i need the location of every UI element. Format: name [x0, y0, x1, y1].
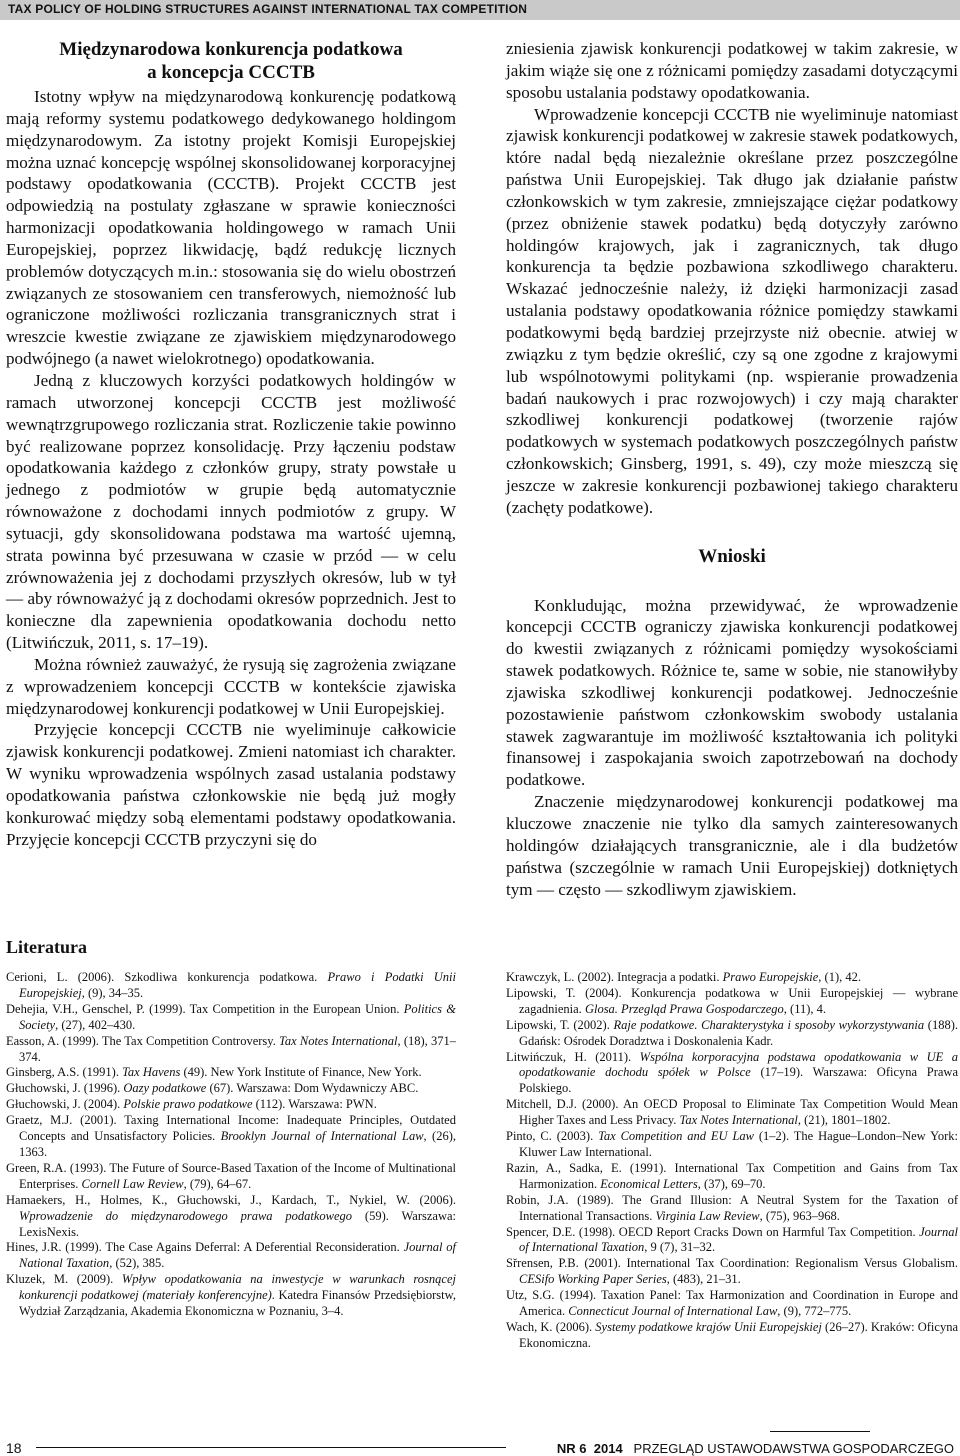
section-heading-line2: a koncepcja CCCTB — [147, 62, 315, 83]
references-left — [6, 970, 456, 1320]
reference-entry: Utz, S.G. (1994). Taxation Panel: Tax Harmonization and Coordination in Europe and America. Connecticut Journal of International Law, (9), 772–775. — [506, 1288, 958, 1319]
reference-entry: Razin, A., Sadka, E. (1991). International Tax Competition and Gains from Tax Harmonization. Economical Letters, (37), 69–70. — [506, 1160, 958, 1191]
running-header-bar — [0, 0, 960, 20]
paragraph: zniesienia zjawisk konkurencji podatkowej w takim zakresie, w jakim wiąże się one z różnicami pomiędzy zasadami dotyczącymi sposobu ustalania podstawy opodatkowania. — [506, 39, 958, 102]
left-column — [6, 38, 456, 851]
paragraph: Istotny wpływ na międzynarodową konkurencję podatkową mają reformy systemu podatkowego dedykowanego holdingom międzynarodowym. Za istotny projekt Komisji Europejskiej można uznać koncepcję wspólnej skonsolidowanej korporacyjnej podstawy opodatkowania (CCCTB). Projekt CCCTB jest odpowiedzią na postulaty zgłaszane w sprawie konieczności harmonizacji opodatkowania holdingowego w ramach Unii Europejskiej, poprzez likwidację, bądź redukcję licznych problemów dotyczących m.in.: stosowania się do wielu obostrzeń związanych ze stosowaniem cen transferowych, niemożność lub ograniczone możliwości rozliczania transgranicznych strat i wreszcie kwestie związane ze zjawiskiem międzynarodowego podwójnego (a nawet wielokrotnego) opodatkowania. — [6, 87, 456, 369]
reference-entry: Hines, J.R. (1999). The Case Agains Deferral: A Deferential Reconsideration. Journal of National Taxation, (52), 385. — [6, 1240, 456, 1271]
paragraph: Można również zauważyć, że rysują się zagrożenia związane z wprowadzeniem koncepcji CCCTB w kontekście zjawiska międzynarodowej konkurencji podatkowej w Unii Europejskiej. — [6, 654, 456, 718]
footer-rule — [36, 1447, 506, 1448]
reference-entry: Easson, A. (1999). The Tax Competition Controversy. Tax Notes International, (18), 371–374. — [6, 1033, 457, 1064]
reference-entry: Wach, K. (2006). Systemy podatkowe krajów Unii Europejskiej (26–27). Kraków: Oficyna Ekonomiczna. — [506, 1319, 959, 1350]
reference-entry: Cerioni, L. (2006). Szkodliwa konkurencja podatkowa. Prawo i Podatki Unii Europejskiej, (9), 34–35. — [6, 970, 456, 1000]
reference-entry: Hamaekers, H., Holmes, K., Głuchowski, J., Kardach, T., Nykiel, W. (2006). Wprowadzenie do międzynarodowego prawa podatkowego (59). Warszawa: LexisNexis. — [6, 1192, 456, 1239]
section-heading-line1: Międzynarodowa konkurencja podatkowa — [59, 39, 403, 60]
reference-entry: Lipowski, T. (2004). Konkurencja podatkowa w Unii Europejskiej — wybrane zagadnienia. Glosa. Przegląd Prawa Gospodarczego, (11), 4. — [506, 985, 958, 1016]
reference-entry: Graetz, M.J. (2001). Taxing International Income: Inadequate Principles, Outdated Concepts and Unsatisfactory Policies. Brooklyn Journal of International Law, (26), 1363. — [6, 1113, 456, 1159]
reference-entry: Dehejia, V.H., Genschel, P. (1999). Tax Competition in the European Union. Politics & Society, (27), 402–430. — [6, 1001, 456, 1032]
footer-journal-name: PRZEGLĄD USTAWODAWSTWA GOSPODARCZEGO — [633, 1441, 954, 1456]
paragraph: Wprowadzenie koncepcji CCCTB nie wyeliminuje natomiast zjawisk konkurencji podatkowej w zakresie stawek podatkowych, które nadal będą niezależnie określane przez poszczególne państwa Unii Europejskiej. Tak długo jak działanie państw członkowskich w tym zakresie, zmniejszające ciężar podatkowy (przez obniżenie stawek podatku) będą dotyczyły zarówno holdingów krajowych, jak i zagranicznych, tak długo konkurencja ta będzie pozbawiona szkodliwego charakteru. Wskazać jednocześnie należy, iż dzięki harmonizacji zasad ustalania podstawy opodatkowania różnice pomiędzy stawkami podatkowymi będą bardziej przejrzyste niż obecnie. atwiej w związku z tym będzie określić, czy są one zgodne z krajowymi lub wspólnotowymi politykami (np. wspieranie prowadzenia badań naukowych i prac rozwojowych) i czy mają charakter szkodliwej konkurencji podatkowej (tworzenie rajów podatkowych w systemach podatkowych poszczególnych państw członkowskich; Ginsberg, 1991, s. 49), czy może mieszczą się jeszcze w zakresie konkurencji pozbawionej takiego charakteru (zachęty podatkowe). — [506, 104, 958, 517]
section-heading — [6, 38, 456, 84]
end-rule — [770, 1431, 870, 1432]
footer-journal — [557, 1441, 954, 1456]
reference-entry: Pinto, C. (2003). Tax Competition and EU Law (1–2). The Hague–London–New York: Kluwer Law International. — [506, 1129, 959, 1159]
reference-entry: Green, R.A. (1993). The Future of Source-Based Taxation of the Income of Multinational Enterprises. Cornell Law Review, (79), 64–67. — [6, 1160, 456, 1191]
reference-entry: Robin, J.A. (1989). The Grand Illusion: A Neutral System for the Taxation of International Transactions. Virginia Law Review, (75), 963–968. — [506, 1192, 958, 1223]
reference-entry: Spencer, D.E. (1998). OECD Report Cracks Down on Harmful Tax Competition. Journal of International Taxation, 9 (7), 31–32. — [506, 1224, 958, 1255]
running-header-title: TAX POLICY OF HOLDING STRUCTURES AGAINST INTERNATIONAL TAX COMPETITION — [8, 2, 528, 16]
reference-entry: Lipowski, T. (2002). Raje podatkowe. Charakterystyka i sposoby wykorzystywania (188). Gdańsk: Ośrodek Doradztwa i Doskonalenia Kadr. — [506, 1017, 958, 1048]
footer-issue: NR 6 — [556, 1441, 587, 1456]
paragraph: Przyjęcie koncepcji CCCTB nie wyeliminuje całkowicie zjawisk konkurencji podatkowej. Zmieni natomiast ich charakter. W wyniku wprowadzenia wspólnych zasad ustalania podstawy opodatkowania państwa członkowskie nie będą już mogły konkurować między sobą elementami podstawy opodatkowania. Przyjęcie koncepcji CCCTB przyczyni się do — [6, 720, 456, 849]
reference-entry: Kluzek, M. (2009). Wpływ opodatkowania na inwestycje w warunkach rosnącej konkurencji podatkowej (materiały konferencyjne). Katedra Finansów Przedsiębiorstw, Wydział Zarządzania, Akademia Ekonomiczna w Poznaniu, 3–4. — [6, 1272, 456, 1319]
conclusions-heading: Wnioski — [698, 545, 766, 567]
reference-entry: Głuchowski, J. (2004). Polskie prawo podatkowe (112). Warszawa: PWN. — [6, 1097, 377, 1112]
paragraph: Konkludując, można przewidywać, że wprowadzenie koncepcji CCCTB ograniczy zjawiska konkurencji podatkowej do kwestii związanych z różnicami pomiędzy wysokościami stawek podatkowych. Różnice te, same w sobie, nie stanowiłyby zjawiska szkodliwej konkurencji podatkowej. Jednocześnie pozostawienie państwom członkowskim swobody ustalania stawek zagwarantuje im możliwość kształtowania ich polityki finansowej i zaspokajania swoich zapotrzebowań na dochody podatkowe. — [506, 595, 958, 790]
footer-year: 2014 — [593, 1441, 623, 1456]
reference-entry: Litwińczuk, H. (2011). Wspólna korporacyjna podstawa opodatkowania w UE a opodatkowanie dochodu spółek w Polsce (17–19). Warszawa: Oficyna Prawa Polskiego. — [506, 1049, 958, 1096]
reference-entry: Mitchell, D.J. (2000). An OECD Proposal to Eliminate Tax Competition Would Mean Higher Taxes and Less Privacy. Tax Notes International, (21), 1801–1802. — [506, 1097, 958, 1128]
right-column — [506, 38, 958, 900]
reference-entry: Głuchowski, J. (1996). Oazy podatkowe (67). Warszawa: Dom Wydawniczy ABC. — [6, 1081, 419, 1096]
reference-entry: Ginsberg, A.S. (1991). Tax Havens (49). New York Institute of Finance, New York. — [6, 1065, 422, 1080]
reference-entry: Sřrensen, P.B. (2001). International Tax Coordination: Regionalism Versus Globalism. CESifo Working Paper Series, (483), 21–31. — [506, 1256, 958, 1287]
references-right — [506, 970, 958, 1352]
page-number: 18 — [6, 1440, 22, 1456]
paragraph: Znaczenie międzynarodowej konkurencji podatkowej ma kluczowe znaczenie nie tylko dla samych zainteresowanych holdingów działających transgranicznie, ale i dla budżetów państwa (szczególnie w ramach Unii Europejskiej) dotkniętych tym — często — szkodliwym zjawiskiem. — [506, 792, 958, 899]
references-heading: Literatura — [6, 937, 87, 957]
paragraph: Jedną z kluczowych korzyści podatkowych holdingów w ramach utworzonej koncepcji CCCTB jest możliwość wewnątrzgrupowego rozliczania strat. Rozliczenie takie powinno być realizowane poprzez konsolidację. Przy łączeniu podstaw opodatkowania każdego z członków grupy, straty powstałe u jednego z podmiotów w grupie będą automatycznie równoważone z dochodami innych podmiotów z grupy. W sytuacji, gdy skonsolidowana podstawa ma wartość ujemną, strata powinna być przesuwana w czasie w przód — w celu zrównoważenia jej z dochodami przyszłych okresów, lub w tył — aby równoważyć ją z dochodami okresów poprzednich. Jest to konieczne dla zapewnienia opodatkowania dochodu netto (Litwińczuk, 2011, s. 17–19). — [6, 370, 456, 653]
reference-entry: Krawczyk, L. (2002). Integracja a podatki. Prawo Europejskie, (1), 42. — [506, 970, 861, 984]
